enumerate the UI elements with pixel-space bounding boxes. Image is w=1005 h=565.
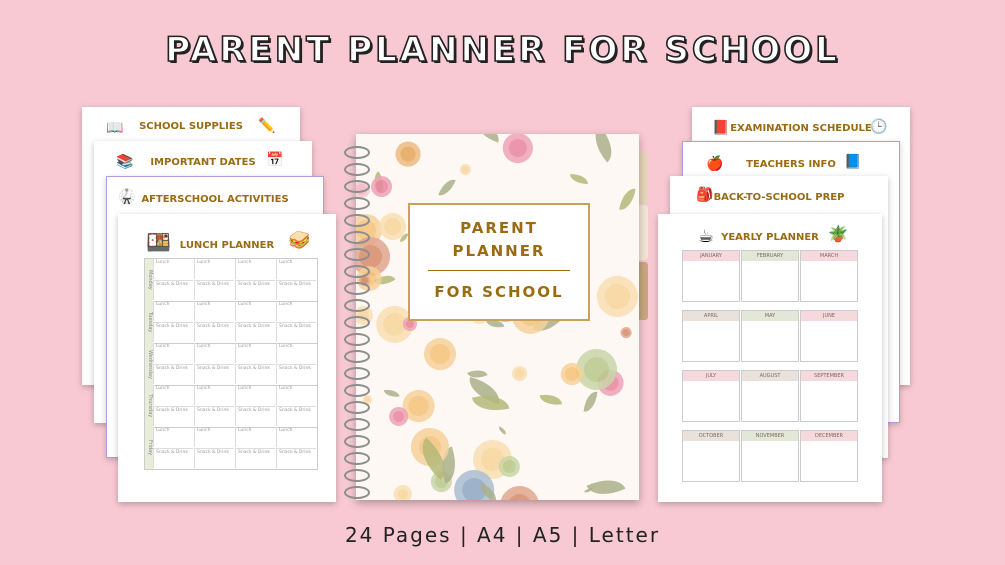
month-label: NOVEMBER	[742, 431, 798, 441]
spiral-ring	[344, 401, 370, 414]
plant-icon: 🪴	[828, 224, 848, 243]
pencil-cup-icon: ✏️	[258, 118, 276, 134]
cover-tab	[639, 262, 648, 320]
flower-decoration	[620, 326, 634, 340]
month-label: MARCH	[801, 251, 857, 261]
spiral-ring	[344, 299, 370, 312]
snack-cell: Snack & Drink	[194, 448, 234, 468]
snack-cell: Snack & Drink	[276, 364, 316, 384]
cover-tab	[639, 152, 648, 204]
lunch-row	[145, 427, 317, 470]
snack-cell: Snack & Drink	[153, 448, 193, 468]
lunch-day-label: Thursday	[145, 385, 153, 427]
afterschool-heading: AFTERSCHOOL ACTIVITIES	[141, 194, 289, 205]
lunch-cell: Lunch	[276, 427, 316, 447]
leaf-decoration	[584, 391, 597, 413]
leaf-decoration	[474, 134, 502, 142]
month-box	[682, 370, 740, 422]
lunch-planner-heading: LUNCH PLANNER	[179, 240, 275, 251]
snack-cell: Snack & Drink	[153, 406, 193, 426]
lunch-row	[145, 385, 317, 428]
lunch-day-label: Monday	[145, 259, 153, 301]
cover-line-2: PLANNER	[452, 242, 546, 260]
lunch-row	[145, 259, 317, 302]
important-dates-heading: IMPORTANT DATES	[150, 157, 256, 168]
lunch-cell: Lunch	[235, 385, 275, 405]
lunch-cell: Lunch	[276, 301, 316, 321]
spiral-ring	[344, 231, 370, 244]
month-box	[682, 310, 740, 362]
lunch-cell: Lunch	[276, 343, 316, 363]
exam-schedule-heading: EXAMINATION SCHEDULE	[730, 123, 872, 134]
flower-decoration	[391, 481, 416, 500]
snack-cell: Snack & Drink	[194, 322, 234, 342]
planner-cover	[356, 134, 639, 500]
flower-decoration	[510, 364, 529, 383]
lunch-cell: Lunch	[153, 427, 193, 447]
month-box	[682, 430, 740, 482]
lunch-cell: Lunch	[153, 385, 193, 405]
lunch-cell: Lunch	[235, 343, 275, 363]
month-label: SEPTEMBER	[801, 371, 857, 381]
cover-line-3: FOR SCHOOL	[434, 283, 564, 301]
yearly-planner-page	[658, 214, 882, 502]
lunch-cell: Lunch	[153, 259, 193, 279]
month-box	[741, 430, 799, 482]
apple-icon: 🍎	[706, 156, 724, 172]
spiral-ring	[344, 350, 370, 363]
snack-cell: Snack & Drink	[153, 364, 193, 384]
lunch-cell: Lunch	[153, 343, 193, 363]
snack-cell: Snack & Drink	[276, 448, 316, 468]
snack-cell: Snack & Drink	[235, 322, 275, 342]
spiral-ring	[344, 367, 370, 380]
month-box	[741, 370, 799, 422]
lunch-cell: Lunch	[153, 301, 193, 321]
flower-decoration	[395, 141, 422, 168]
lunch-day-label: Wednesday	[145, 343, 153, 385]
month-box	[800, 250, 858, 302]
lunch-cell: Lunch	[194, 259, 234, 279]
flower-decoration	[589, 268, 639, 325]
month-label: FEBRUARY	[742, 251, 798, 261]
lunch-cell: Lunch	[235, 301, 275, 321]
cover-label	[408, 203, 590, 321]
spiral-ring	[344, 418, 370, 431]
coffee-pot-icon: ☕	[698, 226, 715, 247]
flower-decoration	[418, 332, 463, 377]
spiral-ring	[344, 146, 370, 159]
month-box	[800, 310, 858, 362]
snack-cell: Snack & Drink	[235, 406, 275, 426]
snack-cell: Snack & Drink	[276, 406, 316, 426]
lunch-planner-page	[118, 214, 336, 502]
spiral-ring	[344, 316, 370, 329]
lunch-cell: Lunch	[194, 343, 234, 363]
sandwich-bag-icon: 🥪	[288, 230, 311, 251]
lunch-cell: Lunch	[235, 259, 275, 279]
school-supplies-heading: SCHOOL SUPPLIES	[139, 121, 243, 132]
spiral-ring	[344, 452, 370, 465]
snack-cell: Snack & Drink	[235, 448, 275, 468]
month-box	[741, 310, 799, 362]
month-box	[682, 250, 740, 302]
snack-cell: Snack & Drink	[153, 280, 193, 300]
snack-cell: Snack & Drink	[194, 406, 234, 426]
snack-cell: Snack & Drink	[235, 280, 275, 300]
cover-tab	[639, 205, 648, 260]
flower-decoration	[498, 134, 538, 168]
spiral-ring	[344, 435, 370, 448]
yearly-planner-heading: YEARLY PLANNER	[721, 232, 819, 243]
spiral-ring	[344, 486, 370, 499]
flower-decoration	[368, 174, 394, 200]
books-icon: 📕	[712, 120, 730, 136]
leaf-decoration	[497, 426, 507, 434]
snack-cell: Snack & Drink	[194, 280, 234, 300]
month-label: JUNE	[801, 311, 857, 321]
formats-caption: 24 Pages | A4 | A5 | Letter	[344, 523, 661, 547]
calendar-icon: 📅	[266, 152, 284, 168]
lunch-row	[145, 301, 317, 344]
calendar-book-icon: 📚	[116, 154, 134, 170]
month-box	[741, 250, 799, 302]
lunch-day-label: Friday	[145, 427, 153, 469]
month-label: AUGUST	[742, 371, 798, 381]
snack-cell: Snack & Drink	[276, 280, 316, 300]
stationery-icon: 📘	[844, 154, 862, 170]
month-label: APRIL	[683, 311, 739, 321]
spiral-ring	[344, 197, 370, 210]
book-icon: 📖	[106, 120, 124, 136]
page-title: PARENT PLANNER FOR SCHOOL	[165, 30, 840, 70]
lunch-cell: Lunch	[194, 427, 234, 447]
month-box	[800, 430, 858, 482]
month-label: JANUARY	[683, 251, 739, 261]
month-box	[800, 370, 858, 422]
month-label: JULY	[683, 371, 739, 381]
spiral-ring	[344, 248, 370, 261]
lunch-cell: Lunch	[194, 385, 234, 405]
flower-decoration	[459, 163, 472, 176]
leaf-decoration	[384, 388, 400, 398]
snack-cell: Snack & Drink	[276, 322, 316, 342]
spiral-ring	[344, 333, 370, 346]
month-label: MAY	[742, 311, 798, 321]
month-label: DECEMBER	[801, 431, 857, 441]
lunch-grid	[144, 258, 318, 470]
lunchbox-icon: 🍱	[146, 230, 171, 254]
back-to-school-heading: BACK-TO-SCHOOL PREP	[713, 192, 845, 203]
spiral-ring	[344, 214, 370, 227]
lunch-day-label: Tuesday	[145, 301, 153, 343]
lunch-row	[145, 343, 317, 386]
leaf-decoration	[586, 134, 621, 162]
spiral-ring	[344, 282, 370, 295]
leaf-decoration	[570, 174, 588, 184]
flower-decoration	[493, 479, 547, 500]
spiral-ring	[344, 384, 370, 397]
snack-cell: Snack & Drink	[153, 322, 193, 342]
snack-cell: Snack & Drink	[235, 364, 275, 384]
teachers-info-heading: TEACHERS INFO	[746, 159, 836, 170]
karate-uniform-icon: 🥋	[118, 189, 136, 205]
lunch-cell: Lunch	[235, 427, 275, 447]
school-bag-icon: 🎒	[696, 187, 714, 203]
month-label: OCTOBER	[683, 431, 739, 441]
lunch-cell: Lunch	[276, 259, 316, 279]
spiral-ring	[344, 180, 370, 193]
spiral-ring	[344, 265, 370, 278]
leaf-decoration	[438, 176, 455, 199]
spiral-ring	[344, 469, 370, 482]
snack-cell: Snack & Drink	[194, 364, 234, 384]
leaf-decoration	[587, 472, 626, 500]
lunch-cell: Lunch	[276, 385, 316, 405]
cover-line-1: PARENT	[460, 219, 538, 237]
clock-icon: 🕒	[870, 119, 888, 135]
leaf-decoration	[620, 187, 636, 212]
lunch-cell: Lunch	[194, 301, 234, 321]
cover-divider	[428, 270, 570, 271]
leaf-decoration	[539, 392, 562, 407]
spiral-ring	[344, 163, 370, 176]
